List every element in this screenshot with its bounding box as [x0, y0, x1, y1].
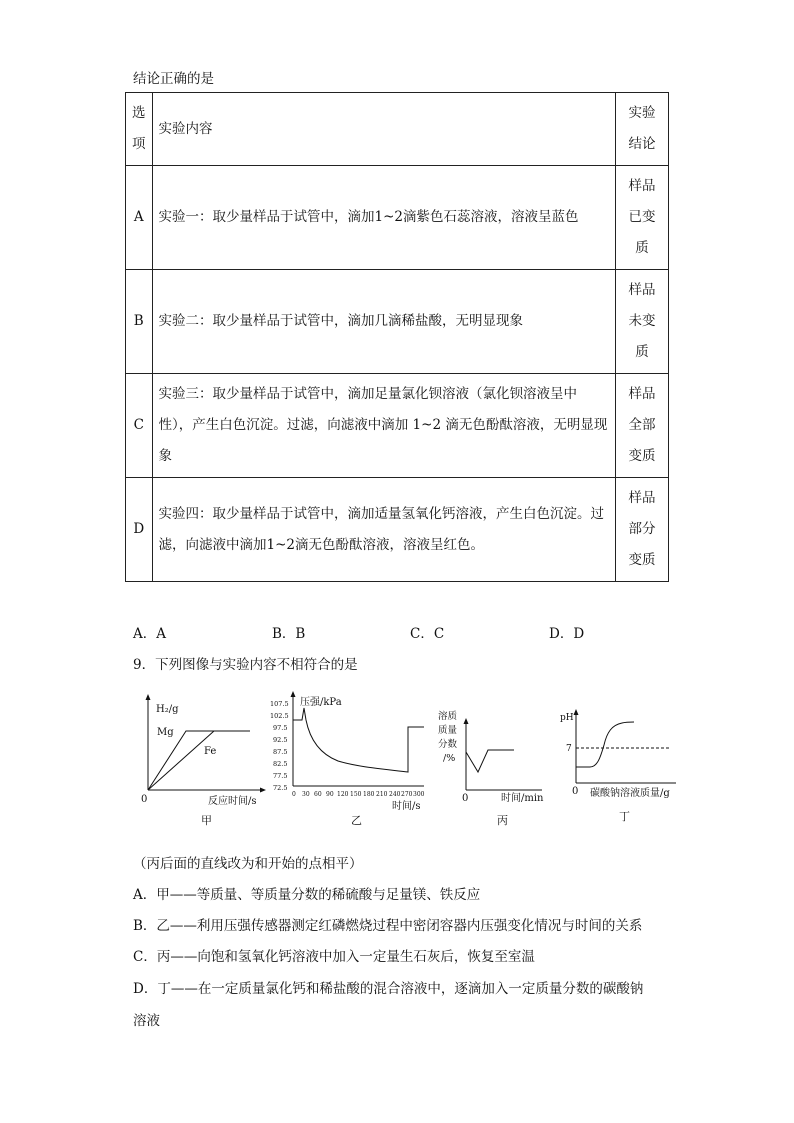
q9-option-c: C．丙——向饱和氢氧化钙溶液中加入一定量生石灰后，恢复至室温 — [133, 949, 535, 965]
ding-caption: 丁 — [619, 810, 630, 823]
row-content: 实验三：取少量样品于试管中，滴加足量氯化钡溶液（氯化钡溶液呈中性），产生白色沉淀。过滤，向滤液中滴加 1~2 滴无色酚酞溶液，无明显现象 — [152, 374, 616, 478]
yi-ytick: 107.5 — [270, 700, 289, 708]
ding-y-arrow — [574, 709, 579, 715]
bing-origin: 0 — [462, 793, 469, 804]
jia-x-arrow — [260, 788, 266, 793]
bing-ylabel — [438, 710, 458, 764]
table-row — [126, 478, 669, 582]
yi-ytick: 87.5 — [273, 748, 288, 756]
table-row — [126, 166, 669, 270]
yi-xtick: 270 — [401, 791, 413, 798]
bing-ylabel-line: /% — [443, 753, 456, 764]
row-content: 实验一：取少量样品于试管中，滴加1~2滴紫色石蕊溶液，溶液呈蓝色 — [152, 166, 616, 270]
yi-xtick: 300 — [413, 791, 425, 798]
yi-ylabel: 压强/kPa — [300, 697, 342, 708]
yi-ytick: 77.5 — [273, 772, 288, 780]
yi-pressure-curve — [293, 708, 424, 772]
yi-xtick: 120 — [337, 791, 349, 798]
yi-ytick: 97.5 — [273, 724, 288, 732]
row-conclusion: 样品已变质 — [616, 166, 669, 270]
q8-choices — [133, 622, 693, 642]
yi-y-arrow — [291, 691, 296, 697]
jia-mg-line — [148, 731, 250, 790]
yi-xtick: 150 — [350, 791, 362, 798]
yi-xticks — [292, 791, 425, 798]
row-conclusion: 样品未变质 — [616, 270, 669, 374]
choice-b: B．B — [272, 626, 306, 642]
bing-ylabel-line: 溶质 — [438, 711, 458, 722]
yi-ytick: 102.5 — [270, 712, 289, 720]
row-option: B — [126, 270, 153, 374]
question-intro: 结论正确的是 — [133, 71, 214, 87]
jia-xlabel: 反应时间/s — [208, 796, 257, 807]
yi-xtick: 240 — [389, 791, 401, 798]
table-row — [126, 270, 669, 374]
graph-yi — [268, 688, 440, 830]
ding-ref-label: 7 — [566, 744, 572, 754]
q9-option-b: B．乙——利用压强传感器测定红磷燃烧过程中密闭容器内压强变化情况与时间的关系 — [133, 918, 643, 934]
yi-xtick: 30 — [302, 791, 310, 798]
jia-caption: 甲 — [201, 814, 212, 827]
table-row — [126, 374, 669, 478]
yi-xlabel: 时间/s — [392, 801, 421, 812]
bing-caption: 丙 — [497, 814, 508, 827]
row-option: C — [126, 374, 153, 478]
table-header-row — [126, 93, 669, 166]
yi-xtick: 60 — [314, 791, 322, 798]
choice-c: C．C — [410, 626, 445, 642]
bing-curve — [466, 750, 514, 772]
row-content: 实验二：取少量样品于试管中，滴加几滴稀盐酸，无明显现象 — [152, 270, 616, 374]
experiment-table — [125, 92, 669, 582]
jia-ylabel: H₂/g — [156, 704, 179, 715]
jia-mg-label: Mg — [157, 727, 174, 738]
ding-ylabel: pH — [560, 713, 574, 723]
row-option: D — [126, 478, 153, 582]
bing-xlabel: 时间/min — [501, 793, 544, 804]
bing-y-arrow — [464, 718, 469, 724]
jia-y-arrow — [146, 694, 151, 700]
row-option: A — [126, 166, 153, 270]
bing-ylabel-line: 质量 — [438, 725, 458, 736]
yi-ytick: 92.5 — [273, 736, 288, 744]
bing-ylabel-line: 分数 — [438, 739, 458, 750]
row-content: 实验四：取少量样品于试管中，滴加适量氢氧化钙溶液，产生白色沉淀。过滤，向滤液中滴加1~2滴无色酚酞溶液，溶液呈红色。 — [152, 478, 616, 582]
yi-caption: 乙 — [351, 814, 362, 827]
header-content: 实验内容 — [152, 93, 616, 166]
yi-xtick: 90 — [326, 791, 334, 798]
jia-fe-label: Fe — [204, 746, 217, 757]
ding-origin: 0 — [572, 786, 579, 797]
q9-option-a: A．甲——等质量、等质量分数的稀硫酸与足量镁、铁反应 — [133, 887, 481, 903]
q9-option-d: D．丁——在一定质量氯化钙和稀盐酸的混合溶液中，逐滴加入一定质量分数的碳酸钠 — [133, 981, 644, 997]
choice-d: D．D — [549, 626, 585, 642]
graph-ding — [560, 700, 686, 830]
graph-bing — [438, 706, 550, 830]
yi-xtick: 0 — [292, 791, 296, 798]
jia-fe-line — [148, 731, 217, 790]
row-conclusion: 样品全部变质 — [616, 374, 669, 478]
choice-a: A．A — [133, 626, 166, 642]
yi-yticks — [270, 700, 289, 792]
ding-xlabel: 碳酸钠溶液质量/g — [590, 788, 670, 799]
jia-origin: 0 — [141, 794, 148, 805]
q9-note: （丙后面的直线改为和开始的点相平） — [133, 856, 363, 872]
header-option: 选项 — [126, 93, 153, 166]
yi-xtick: 210 — [376, 791, 388, 798]
yi-ytick: 72.5 — [273, 784, 288, 792]
q9-option-d-cont: 溶液 — [133, 1013, 160, 1029]
q9-stem: 9．下列图像与实验内容不相符合的是 — [133, 657, 358, 673]
graph-jia — [130, 690, 270, 830]
header-conclusion: 实验结论 — [616, 93, 669, 166]
yi-ytick: 82.5 — [273, 760, 288, 768]
ding-ph-curve — [576, 722, 634, 767]
yi-xtick: 180 — [363, 791, 375, 798]
row-conclusion: 样品部分变质 — [616, 478, 669, 582]
